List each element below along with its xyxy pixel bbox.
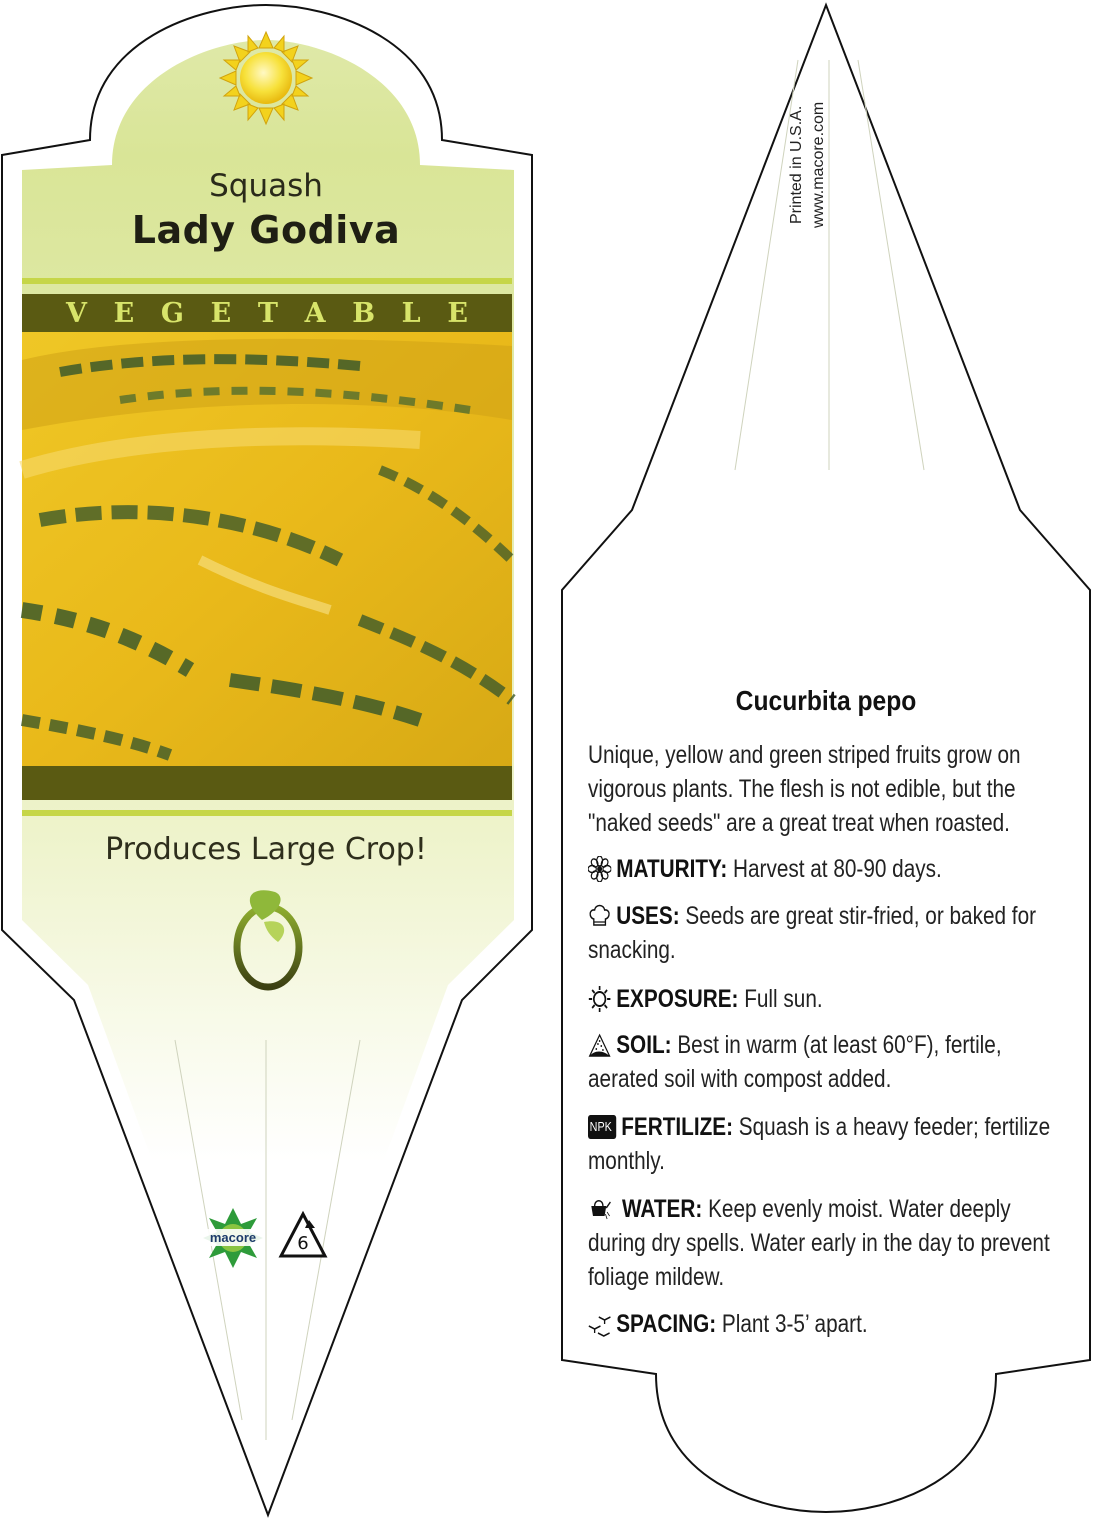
chef-hat-icon [588,903,611,929]
flower-icon [588,856,611,882]
printed-in: Printed in U.S.A. [788,105,805,224]
squash-photo [22,332,512,766]
botanical-name: Cucurbita pepo [735,685,917,716]
photo-bottom-band [22,766,512,800]
care-water [588,1192,1053,1294]
common-name: Squash [209,168,323,204]
category-letter: V [66,297,87,329]
category-letter: A [304,297,326,329]
care-uses [588,899,1053,967]
category-label [22,297,512,329]
recycle-code: 6 [297,1233,309,1254]
seedlings-spacing-icon [588,1311,611,1337]
category-letter: B [352,297,376,329]
description: Unique, yellow and green striped fruits grow on vigorous plants. The flesh is not edible, but the "naked seeds" are a great treat when roasted. [588,741,1021,837]
watering-can-icon [588,1196,611,1222]
npk-icon [588,1115,616,1139]
care-label: MATURITY: [616,855,728,883]
sun-icon [588,986,611,1012]
care-exposure [588,982,1053,1016]
category-letter: G [160,297,184,329]
care-text: Seeds are great stir-fried, or baked for snacking. [588,902,1037,964]
npk-icon-text: NPK [589,1119,612,1134]
care-maturity [588,852,1053,886]
care-text: Full sun. [744,985,823,1013]
care-label: SPACING: [616,1310,717,1338]
care-text: Best in warm (at least 60°F), fertile, aerated soil with compost added. [588,1031,1002,1093]
brand-name: macore [209,1230,257,1245]
accent-rule-top [22,278,512,284]
care-text: Harvest at 80-90 days. [733,855,942,883]
care-label: EXPOSURE: [616,985,739,1013]
accent-rule-bottom [22,810,512,816]
care-soil [588,1028,1053,1096]
printed-info [788,58,848,238]
category-letter: E [210,297,232,329]
full-sun-icon [220,32,312,124]
category-letter: L [401,297,421,329]
care-text: Plant 3-5’ apart. [721,1310,868,1338]
care-text: Keep evenly moist. Water deeply during dry spells. Water early in the day to prevent foliage mildew. [588,1195,1050,1291]
care-label: FERTILIZE: [621,1113,734,1141]
category-letter: T [257,297,278,329]
variety-name: Lady Godiva [131,208,401,252]
care-text: Squash is a heavy feeder; fertilize monthly. [588,1113,1051,1175]
category-letter: E [447,297,468,329]
tagline: Produces Large Crop! [105,832,427,867]
care-label: USES: [616,902,680,930]
care-label: SOIL: [616,1031,672,1059]
care-label: WATER: [621,1195,703,1223]
care-fertilize [588,1110,1053,1178]
category-letter: E [113,297,135,329]
website: www.macore.com [810,101,827,228]
care-spacing [588,1307,1053,1341]
soil-icon [588,1032,611,1058]
